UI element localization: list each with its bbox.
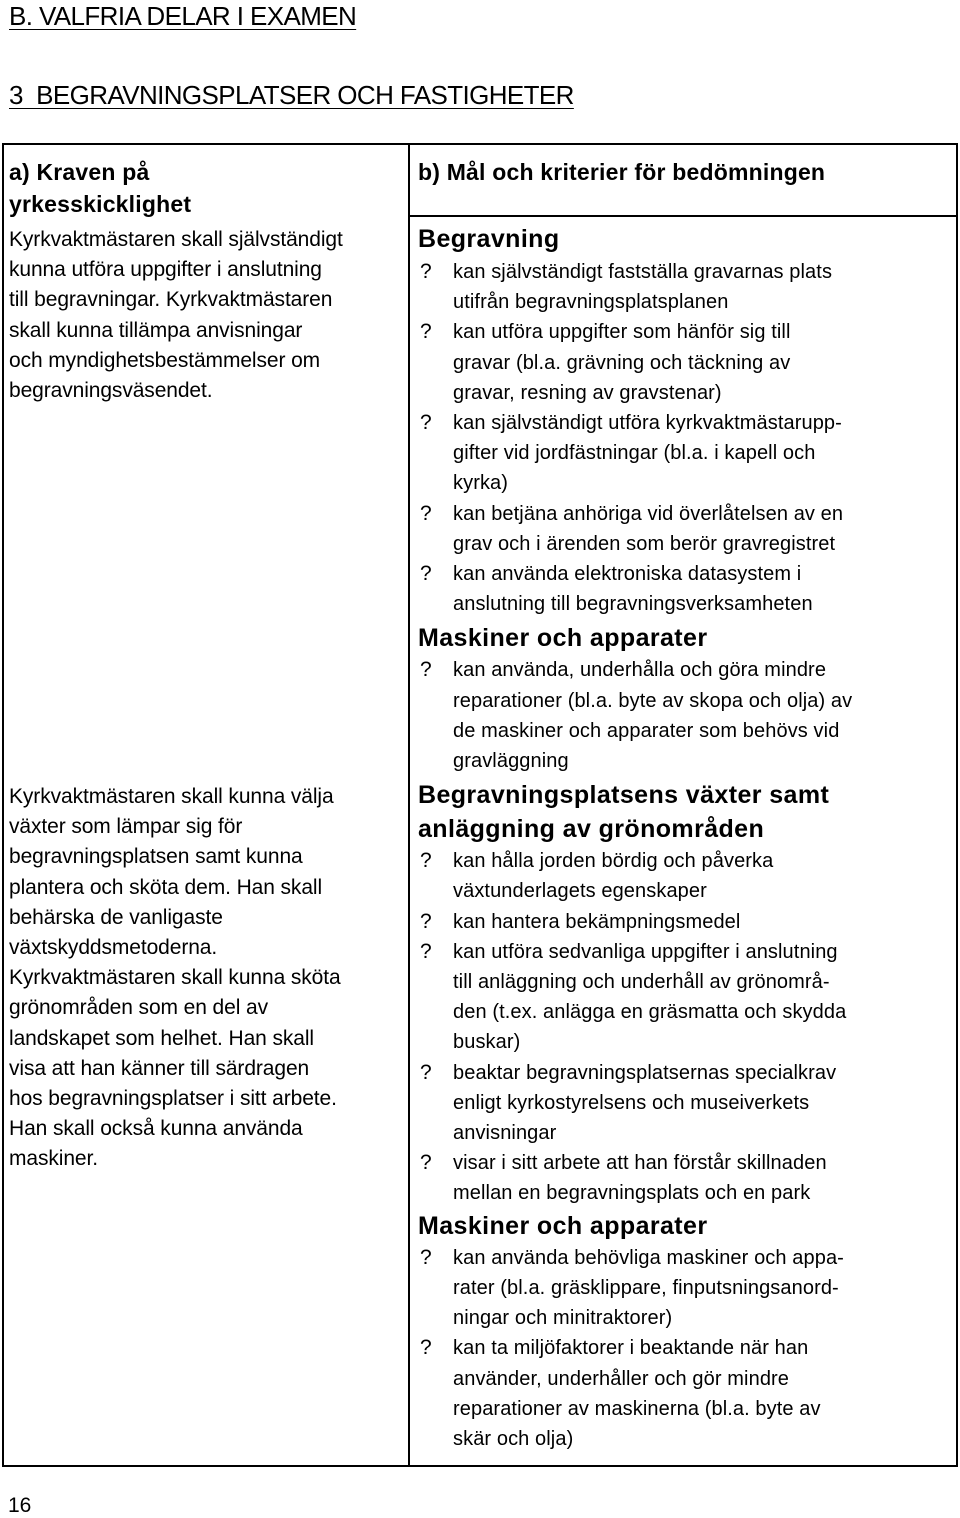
document-title: B. VALFRIA DELAR I EXAMEN — [9, 1, 357, 31]
criteria-item: ? kan använda behövliga maskiner och appa- rater (bl.a. gräsklippare, finputsningsanord- ningar och minitraktorer) — [418, 1243, 953, 1334]
criteria-item: ? visar i sitt arbete att han förstår skillnaden mellan en begravningsplats och en park — [418, 1148, 953, 1208]
bullet-marker: ? — [420, 939, 432, 963]
bullet-marker: ? — [420, 501, 432, 525]
criteria-item: ? kan hålla jorden bördig och påverka växtunderlagets egenskaper — [418, 846, 953, 906]
criteria-section-title: Begravning — [418, 225, 560, 253]
bullet-marker: ? — [420, 1151, 432, 1175]
bullet-marker: ? — [420, 1060, 432, 1084]
criteria-item: ? kan självständigt fastställa gravarnas plats utifrån begravningsplatsplanen — [418, 257, 953, 317]
criteria-heading: b) Mål och kriterier för bedömningen — [418, 159, 826, 185]
criteria-list — [418, 222, 953, 1454]
requirements-paragraph-2: Kyrkvaktmästaren skall kunna välja växter som lämpar sig för begravningsplatsen samt kunna plantera och sköta dem. Han skall behärska de vanligaste växtskyddsmetoderna. Kyrkvaktmästaren skall kunna sköta grönområden som en del av landskapet som helhet. Han skall visa att han känner till särdragen hos begravningsplatser i sitt arbete. Han skall också kunna använda maskiner. — [9, 785, 341, 1171]
bullet-marker: ? — [420, 1336, 432, 1360]
bullet-marker: ? — [420, 909, 432, 933]
bullet-marker: ? — [420, 658, 432, 682]
requirements-heading: a) Kraven på yrkesskicklighet — [9, 159, 192, 217]
bullet-marker: ? — [420, 849, 432, 873]
criteria-item: ? kan betjäna anhöriga vid överlåtelsen av en grav och i ärenden som berör gravregistret — [418, 499, 953, 559]
column-divider — [408, 143, 410, 1467]
header-divider — [410, 215, 958, 217]
bullet-marker: ? — [420, 562, 432, 586]
criteria-section-title: Maskiner och apparater — [418, 1211, 708, 1240]
criteria-item: ? kan hantera bekämpningsmedel — [418, 907, 953, 937]
criteria-item: ? kan ta miljöfaktorer i beaktande när han använder, underhåller och gör mindre reparationer av maskinerna (bl.a. byte av skär och olja) — [418, 1333, 953, 1454]
bullet-marker: ? — [420, 260, 432, 283]
criteria-item: ? kan utföra sedvanliga uppgifter i anslutning till anläggning och underhåll av grönområ- den (t.ex. anlägga en gräsmatta och skydda buskar) — [418, 937, 953, 1058]
criteria-item: ? kan använda, underhålla och göra mindre reparationer (bl.a. byte av skopa och olja) av de maskiner och apparater som behövs vid gravläggning — [418, 655, 953, 776]
criteria-item: ? beaktar begravningsplatsernas specialkrav enligt kyrkostyrelsens och museiverkets anvisningar — [418, 1058, 953, 1149]
criteria-section-title: Begravningsplatsens växter samt anläggning av grönområden — [418, 781, 830, 844]
criteria-item: ? kan självständigt utföra kyrkvaktmästarupp- gifter vid jordfästningar (bl.a. i kapell och kyrka) — [418, 408, 953, 499]
requirements-paragraph-1: Kyrkvaktmästaren skall självständigt kunna utföra uppgifter i anslutning till begravningar. Kyrkvaktmästaren skall kunna tillämpa anvisningar och myndighetsbestämmelser om begravningsväsendet. — [9, 228, 343, 403]
page-number: 16 — [8, 1494, 32, 1517]
bullet-marker: ? — [420, 1245, 432, 1269]
bullet-marker: ? — [420, 411, 432, 435]
bullet-marker: ? — [420, 320, 432, 344]
criteria-section-title: Maskiner och apparater — [418, 624, 708, 653]
criteria-item: ? kan utföra uppgifter som hänför sig till gravar (bl.a. grävning och täckning av gravar, resning av gravstenar) — [418, 317, 953, 408]
criteria-item: ? kan använda elektroniska datasystem i anslutning till begravningsverksamheten — [418, 559, 953, 619]
section-title: 3 BEGRAVNINGSPLATSER OCH FASTIGHETER — [9, 80, 574, 110]
